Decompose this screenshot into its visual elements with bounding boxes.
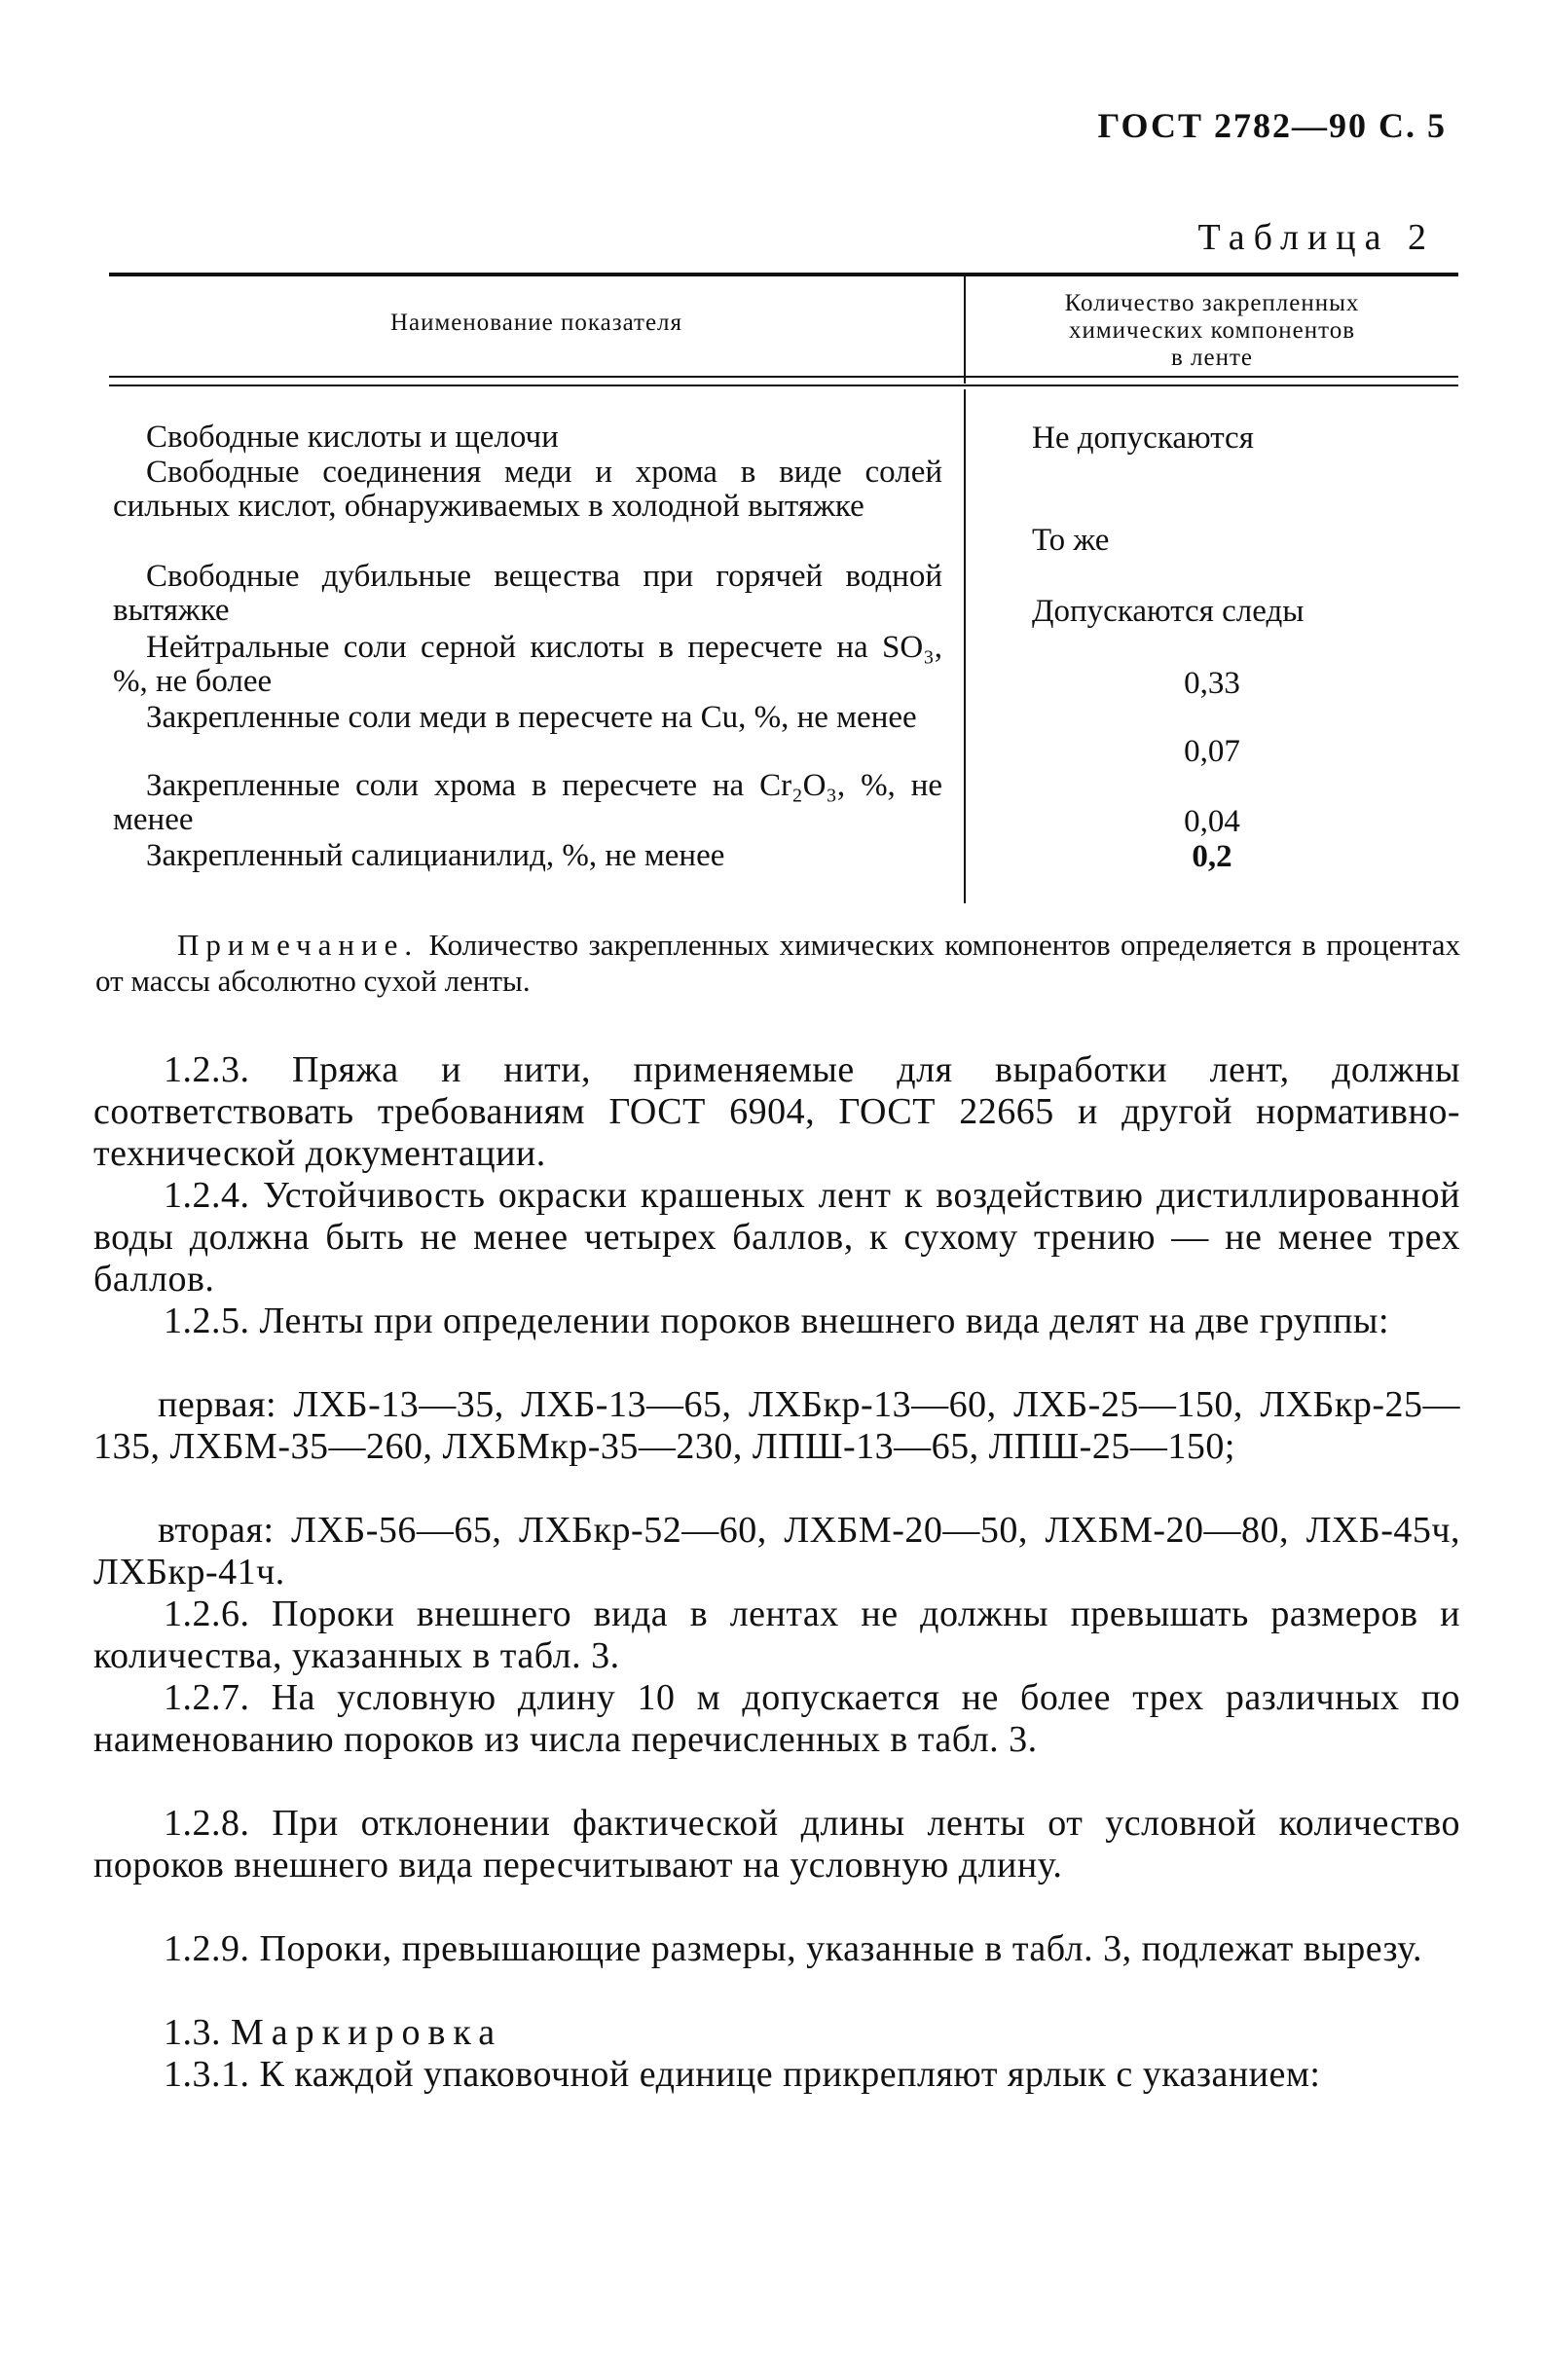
- column-header-name: Наименование показателя: [389, 310, 683, 336]
- table-row-value: 0,2: [1192, 839, 1232, 874]
- table-row-name: Свободные кислоты и щелочи: [146, 420, 559, 455]
- table-header-rule-2: [109, 384, 1458, 386]
- paragraph-1-2-5: 1.2.5. Ленты при определении пороков внешнего вида делят на две группы:: [164, 1300, 1390, 1341]
- table-note: [95, 927, 1460, 999]
- note-text: Количество закрепленных химических компонентов определяется в процентах от массы абсолютно сухой ленты.: [95, 928, 1460, 998]
- table-row-value: Допускаются следы: [1032, 594, 1305, 629]
- note-label: Примечание.: [177, 928, 420, 962]
- paragraph-1-2-9: 1.2.9. Пороки, превышающие размеры, указанные в табл. 3, подлежат вырезу.: [164, 1928, 1422, 1969]
- paragraph-1-2-6: 1.2.6. Пороки внешнего вида в лентах не должны превышать размеров и количества, указанных в табл. 3.: [93, 1593, 1460, 1676]
- table-row-name: Свободные дубильные вещества при горячей водной вытяжке: [113, 559, 942, 628]
- paragraph-1-2-4: 1.2.4. Устойчивость окраски крашеных лент к воздействию дистиллированной воды должна быть не менее четырех баллов, к сухому трению — не менее трех баллов.: [93, 1175, 1460, 1300]
- page-header: ГОСТ 2782—90 С. 5: [1097, 106, 1447, 145]
- table-row-value: 0,33: [1184, 666, 1240, 701]
- table-top-rule: [109, 273, 1458, 276]
- table-row-value: 0,04: [1184, 804, 1240, 839]
- paragraph-1-3-1: 1.3.1. К каждой упаковочной единице прикрепляют ярлык с указанием:: [164, 2054, 1321, 2095]
- table-body-column-divider: [964, 389, 966, 903]
- table-row-value: Не допускаются: [1032, 421, 1254, 456]
- section-heading-1-3: 1.3. Маркировка: [164, 2012, 503, 2053]
- table-row-name: Свободные соединения меди и хрома в виде солей сильных кислот, обнаруживаемых в холодной вытяжке: [113, 455, 942, 524]
- section-title: Маркировка: [231, 2012, 503, 2053]
- paragraph-1-2-8: 1.2.8. При отклонении фактической длины ленты от условной количество пороков внешнего вида пересчитывают на условную длину.: [93, 1803, 1460, 1886]
- column-header-quantity: Количество закрепленных химических компонентов в ленте: [1064, 290, 1360, 371]
- table-row-name: Закрепленные соли хрома в пересчете на Cr₂O₃, %, не менее: [113, 768, 942, 837]
- paragraph-1-2-7: 1.2.7. На условную длину 10 м допускается не более трех различных по наименованию пороков из числа перечисленных в табл. 3.: [93, 1677, 1460, 1760]
- paragraph-1-2-3: 1.2.3. Пряжа и нити, применяемые для выработки лент, должны соответствовать требованиям ГОСТ 6904, ГОСТ 22665 и другой нормативно-технической документации.: [93, 1049, 1460, 1174]
- group-second-list: вторая: ЛХБ-56—65, ЛХБкр-52—60, ЛХБМ-20—50, ЛХБМ-20—80, ЛХБ-45ч, ЛХБкр-41ч.: [93, 1510, 1460, 1593]
- table-caption: Таблица 2: [1197, 217, 1435, 258]
- group-first-list: первая: ЛХБ-13—35, ЛХБ-13—65, ЛХБкр-13—60, ЛХБ-25—150, ЛХБкр-25—135, ЛХБМ-35—260, ЛХБМкр-35—230, ЛПШ-13—65, ЛПШ-25—150;: [93, 1384, 1460, 1467]
- table-row-name: Закрепленный салицианилид, %, не менее: [146, 838, 725, 873]
- table-row-value: 0,07: [1184, 734, 1240, 769]
- table-row-value: То же: [1032, 523, 1110, 558]
- table-row-name: Нейтральные соли серной кислоты в пересчете на SO₃, %, не более: [113, 630, 942, 699]
- table-header-rule-1: [109, 376, 1458, 378]
- table-row-name: Закрепленные соли меди в пересчете на Cu, %, не менее: [146, 700, 917, 735]
